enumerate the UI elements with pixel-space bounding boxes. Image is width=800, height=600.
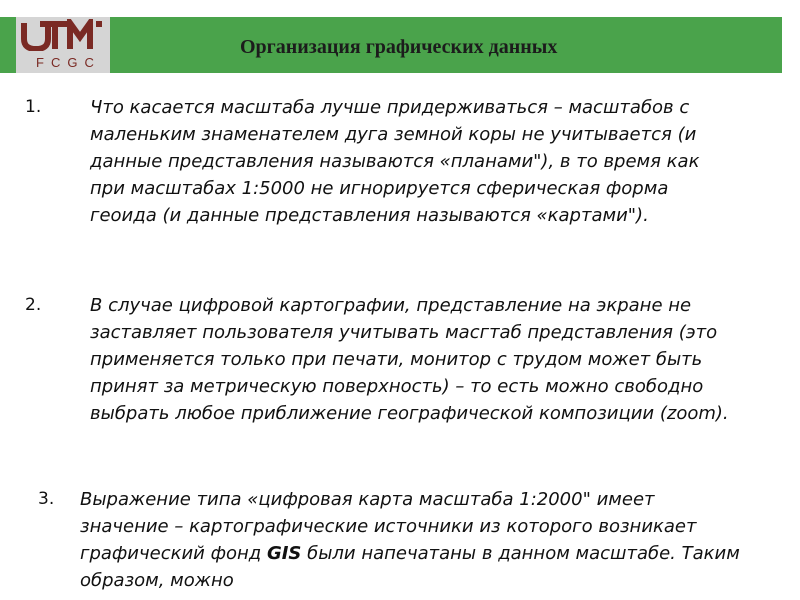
- list-item-text-part: Выражение типа «цифровая карта масштаба 1:2000" имеет значение – картографические источники из которого возникает графический фонд: [80, 489, 697, 564]
- page-title: Организация графических данных: [240, 36, 558, 58]
- list-item: [0, 486, 800, 600]
- list-item-text: В случае цифровой картографии, представление на экране не заставляет пользователя учитывать масгтаб представления (это применяется только при печати, монитор с трудом может быть принят за метрическую поверхность) – то есть можно свободно выбрать любое приближение географической композиции (zoom).: [90, 295, 729, 424]
- list-item-number: 2.: [25, 295, 42, 315]
- university-logo: [16, 17, 110, 73]
- utm-logo-icon: [20, 19, 106, 51]
- gis-term: GIS: [266, 543, 302, 564]
- list-item-number: 3.: [38, 489, 55, 509]
- list-item-text: [80, 486, 740, 594]
- list-item-number: 1.: [25, 97, 42, 117]
- list-item: [0, 292, 800, 462]
- logo-subtitle: FCGC: [36, 55, 101, 70]
- list-item-text: Что касается масштаба лучше придерживаться – масштабов с маленьким знаменателем дуга земной коры не учитывается (и данные представления называются «планами"), в то время как при масштабах 1:5000 не игнорируется сферическая форма геоида (и данные представления называются «картами").: [90, 97, 700, 226]
- list-item-text-part: были напечатаны в данном масштабе. Таким образом, можно: [80, 543, 740, 591]
- list-item: [0, 94, 800, 264]
